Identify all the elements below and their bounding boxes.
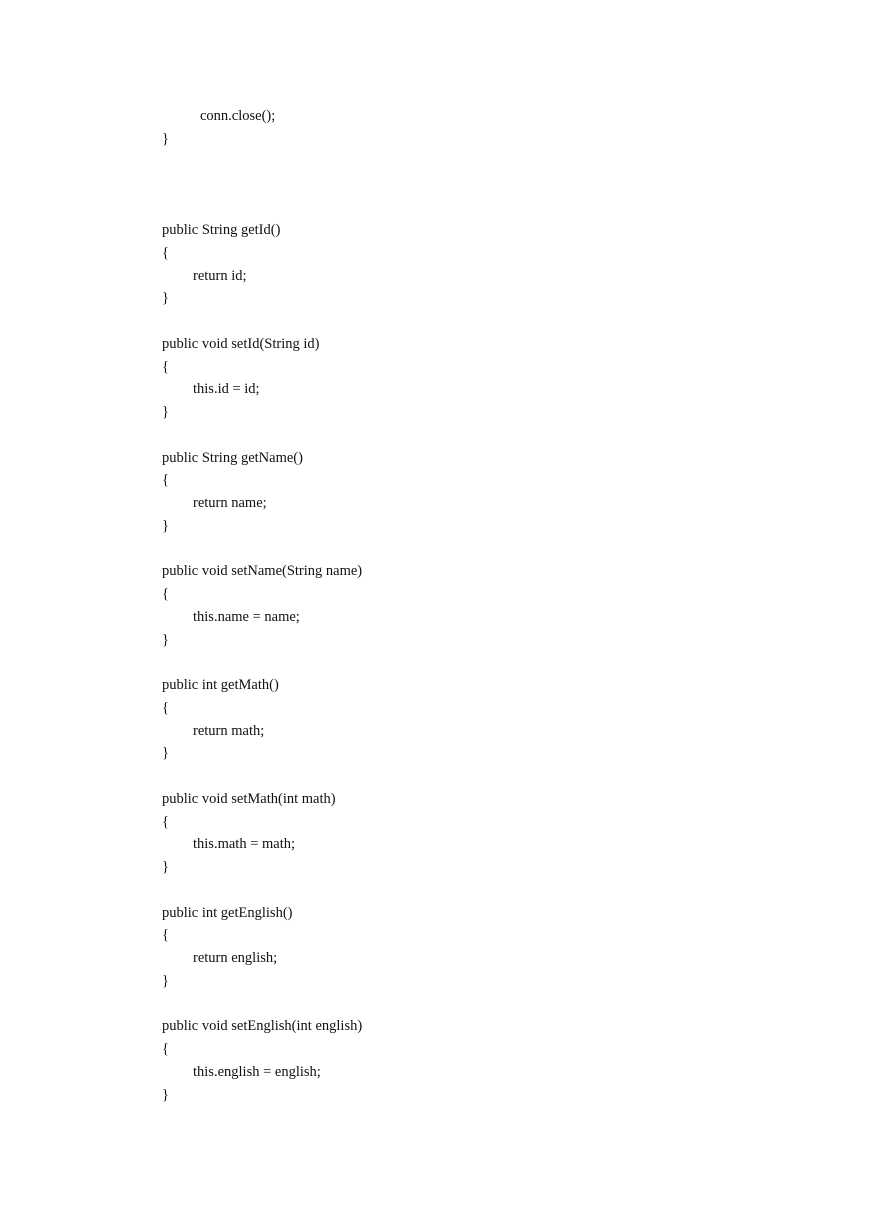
code-line: { <box>162 814 169 830</box>
code-line: { <box>162 927 169 943</box>
code-line: public String getId() <box>162 222 281 238</box>
code-line: return name; <box>193 495 267 511</box>
code-line: { <box>162 586 169 602</box>
code-line: public int getMath() <box>162 677 279 693</box>
code-line: conn.close(); <box>200 108 276 124</box>
code-line: { <box>162 472 169 488</box>
code-line: public String getName() <box>162 450 303 466</box>
code-line: } <box>162 404 169 420</box>
code-line: this.id = id; <box>193 381 260 397</box>
code-line: } <box>162 745 169 761</box>
code-line: this.name = name; <box>193 609 300 625</box>
code-line: this.math = math; <box>193 836 296 852</box>
code-line: return id; <box>193 268 247 284</box>
code-line: public void setId(String id) <box>162 336 320 352</box>
code-line: { <box>162 700 169 716</box>
code-line: public void setEnglish(int english) <box>162 1018 363 1034</box>
code-line: } <box>162 131 169 147</box>
code-line: public int getEnglish() <box>162 905 293 921</box>
code-line: } <box>162 518 169 534</box>
code-line: return math; <box>193 723 265 739</box>
code-line: { <box>162 245 169 261</box>
code-line: this.english = english; <box>193 1064 321 1080</box>
code-line: { <box>162 1041 169 1057</box>
code-line: } <box>162 973 169 989</box>
code-line: return english; <box>193 950 278 966</box>
code-line: public void setName(String name) <box>162 563 363 579</box>
code-line: public void setMath(int math) <box>162 791 336 807</box>
code-line: { <box>162 359 169 375</box>
code-line: } <box>162 1087 169 1103</box>
code-line: } <box>162 632 169 648</box>
code-line: } <box>162 290 169 306</box>
code-line: } <box>162 859 169 875</box>
